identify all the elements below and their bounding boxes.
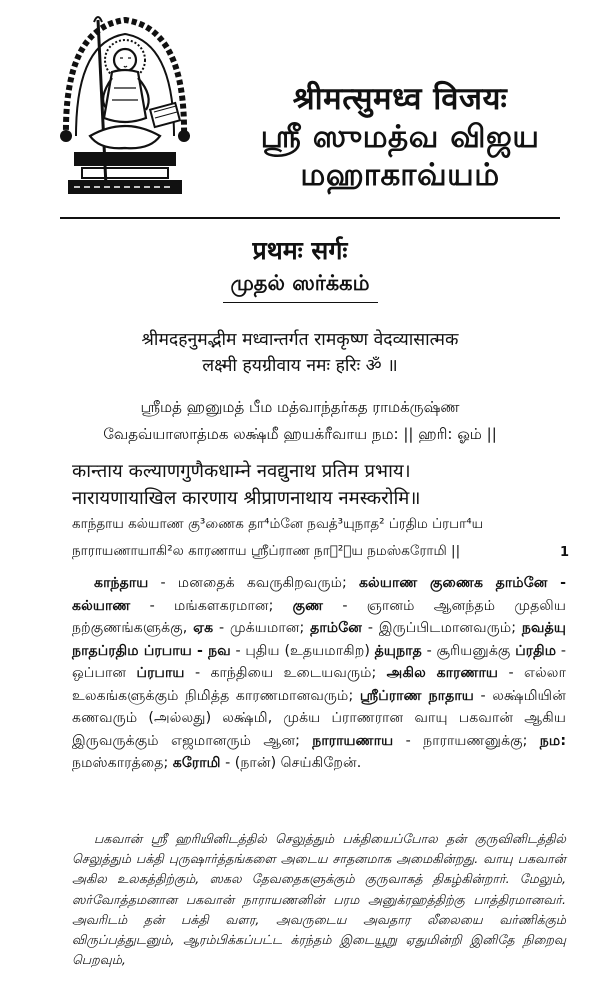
- term: ப்ரபாய: [136, 665, 185, 681]
- term: நாராயணாய: [312, 732, 394, 749]
- verse-number: 1: [560, 545, 570, 560]
- term: கல்யாண குணைக தாம்னே - கல்யாண: [72, 575, 566, 614]
- saint-emblem-icon: [54, 8, 196, 208]
- commentary-text: பகவான் ஸ்ரீ ஹரியினிடத்தில் செலுத்தும் பக்தியைப்போல தன் குருவினிடத்தில் செலுத்தும் பக்தி புருஷார்த்தங்களை அடைய சாதனமாக அமைகின்றது. வாயு பகவான் அகில உலகத்திற்கும், ஸகல தேவதைகளுக்கும் குருவாகத் திகழ்கின்றார். மேலும், ஸர்வோத்தமனான பகவான் நாராயணனின் பரம அனுக்ரஹத்திற்கு பாத்திரமானவர். அவரிடம் தன் பக்தி வளர, அவருடைய அவதார லீலையை வர்ணிக்கும் விருப்பத்துடனும், ஆரம்பிக்கப்பட்ட க்ரந்தம் இடையூறு ஏதுமின்றி இனிதே நிறைவு பெறவும்,: [72, 831, 566, 968]
- chapter-title-tamil: முதல் ஸர்க்கம்: [230, 271, 370, 295]
- commentary-paragraph: [72, 829, 566, 970]
- term: காந்தாய: [94, 575, 149, 591]
- word-meaning: [72, 572, 566, 775]
- term: ஸ்ரீப்ராண நாதாய: [359, 687, 474, 704]
- invocation-sanskrit-1: श्रीमदहनुमद्भीम मध्वान्तर्गत रामकृष्ण वेदव्यासात्मक: [141, 330, 459, 350]
- term: ப்ரதிம: [515, 642, 557, 659]
- term: தாம்னே: [310, 620, 363, 636]
- gloss: - காந்தியை உடையவரும்;: [184, 665, 387, 681]
- term: நம:: [539, 732, 566, 749]
- title-tamil-2: மஹாகாவ்யம்: [300, 157, 500, 193]
- chapter-underline: [223, 302, 378, 303]
- term: ஏக: [193, 620, 214, 636]
- gloss: நமஸ்காரத்தை;: [72, 755, 173, 771]
- term: த்யுநாத: [374, 642, 422, 659]
- term: அகில காரணாய: [386, 665, 499, 681]
- title-block: [205, 80, 595, 194]
- gloss: - (நான்) செய்கிறேன்.: [220, 755, 362, 771]
- title-tamil-1: ஸ்ரீ ஸுமத்வ விஜய: [260, 119, 540, 155]
- verse-sanskrit-1: कान्ताय कल्याणगुणैकधाम्ने नवद्युनाथ प्रतिम प्रभाय।: [72, 461, 411, 482]
- gloss: - ஒப்பான: [72, 642, 566, 681]
- gloss: - சூரியனுக்கு: [421, 642, 516, 659]
- term: கரோமி: [172, 755, 221, 771]
- verse-sanskrit-2: नारायणायाखिल कारणाय श्रीप्राणनाथाय नमस्करोमि॥: [72, 488, 421, 509]
- gloss: - எல்லா உலகங்களுக்கும் நிமித்த காரணமானவரும்;: [72, 665, 566, 704]
- gloss: - முக்யமான;: [213, 620, 311, 636]
- header: [0, 0, 600, 218]
- gloss: - மனதைக் கவருகிறவரும்;: [148, 575, 359, 591]
- verse-tamil-1: காந்தாய கல்யாண கு³ணைக தா⁴ம்னே நவத்³யுநாத² ப்ரதிம ப்ரபா⁴ய: [72, 516, 484, 532]
- gloss: - லக்ஷ்மியின் கணவரும் (அல்லது) லக்ஷ்மி, முக்ய ப்ராணரான வாயு பகவான் ஆகிய இருவருக்கும் எஜமானரும் ஆன;: [72, 687, 566, 749]
- term: குண: [292, 597, 324, 614]
- invocation-tamil-2: வேதவ்யாஸாத்மக லக்ஷ்மீ ஹயக்ரீவாய நம: || ஹரி: ஓம் ||: [103, 425, 497, 443]
- gloss: - மங்களகரமான;: [130, 597, 293, 614]
- invocation-sanskrit-2: लक्ष्मी हयग्रीवाय नमः हरिः ॐ ॥: [202, 356, 398, 376]
- gloss: - ஞானம் ஆனந்தம் முதலிய நற்குணங்களுக்கு,: [72, 597, 566, 636]
- term: நவத்யு நாதப்ரதிம ப்ரபாய - நவ: [72, 620, 566, 659]
- gloss: - இருப்பிடமானவரும்;: [362, 620, 522, 636]
- gloss: - நாராயணனுக்கு;: [393, 732, 540, 749]
- verse-tamil-2: நாராயணாயாகி²ல காரணாய ஸ்ரீப்ராண நாத²ாய நமஸ்கரோமி ||: [72, 543, 461, 559]
- gloss: - புதிய (உதயமாகிற): [230, 642, 375, 659]
- title-sanskrit: श्रीमत्सुमध्व विजयः: [292, 81, 508, 117]
- chapter-title-sanskrit: प्रथमः सर्गः: [252, 236, 348, 265]
- invocation-tamil-1: ஸ்ரீமத் ஹனுமத் பீம மத்வாந்தர்கத ராமக்ருஷ்ண: [140, 398, 460, 416]
- header-rule: [60, 217, 560, 219]
